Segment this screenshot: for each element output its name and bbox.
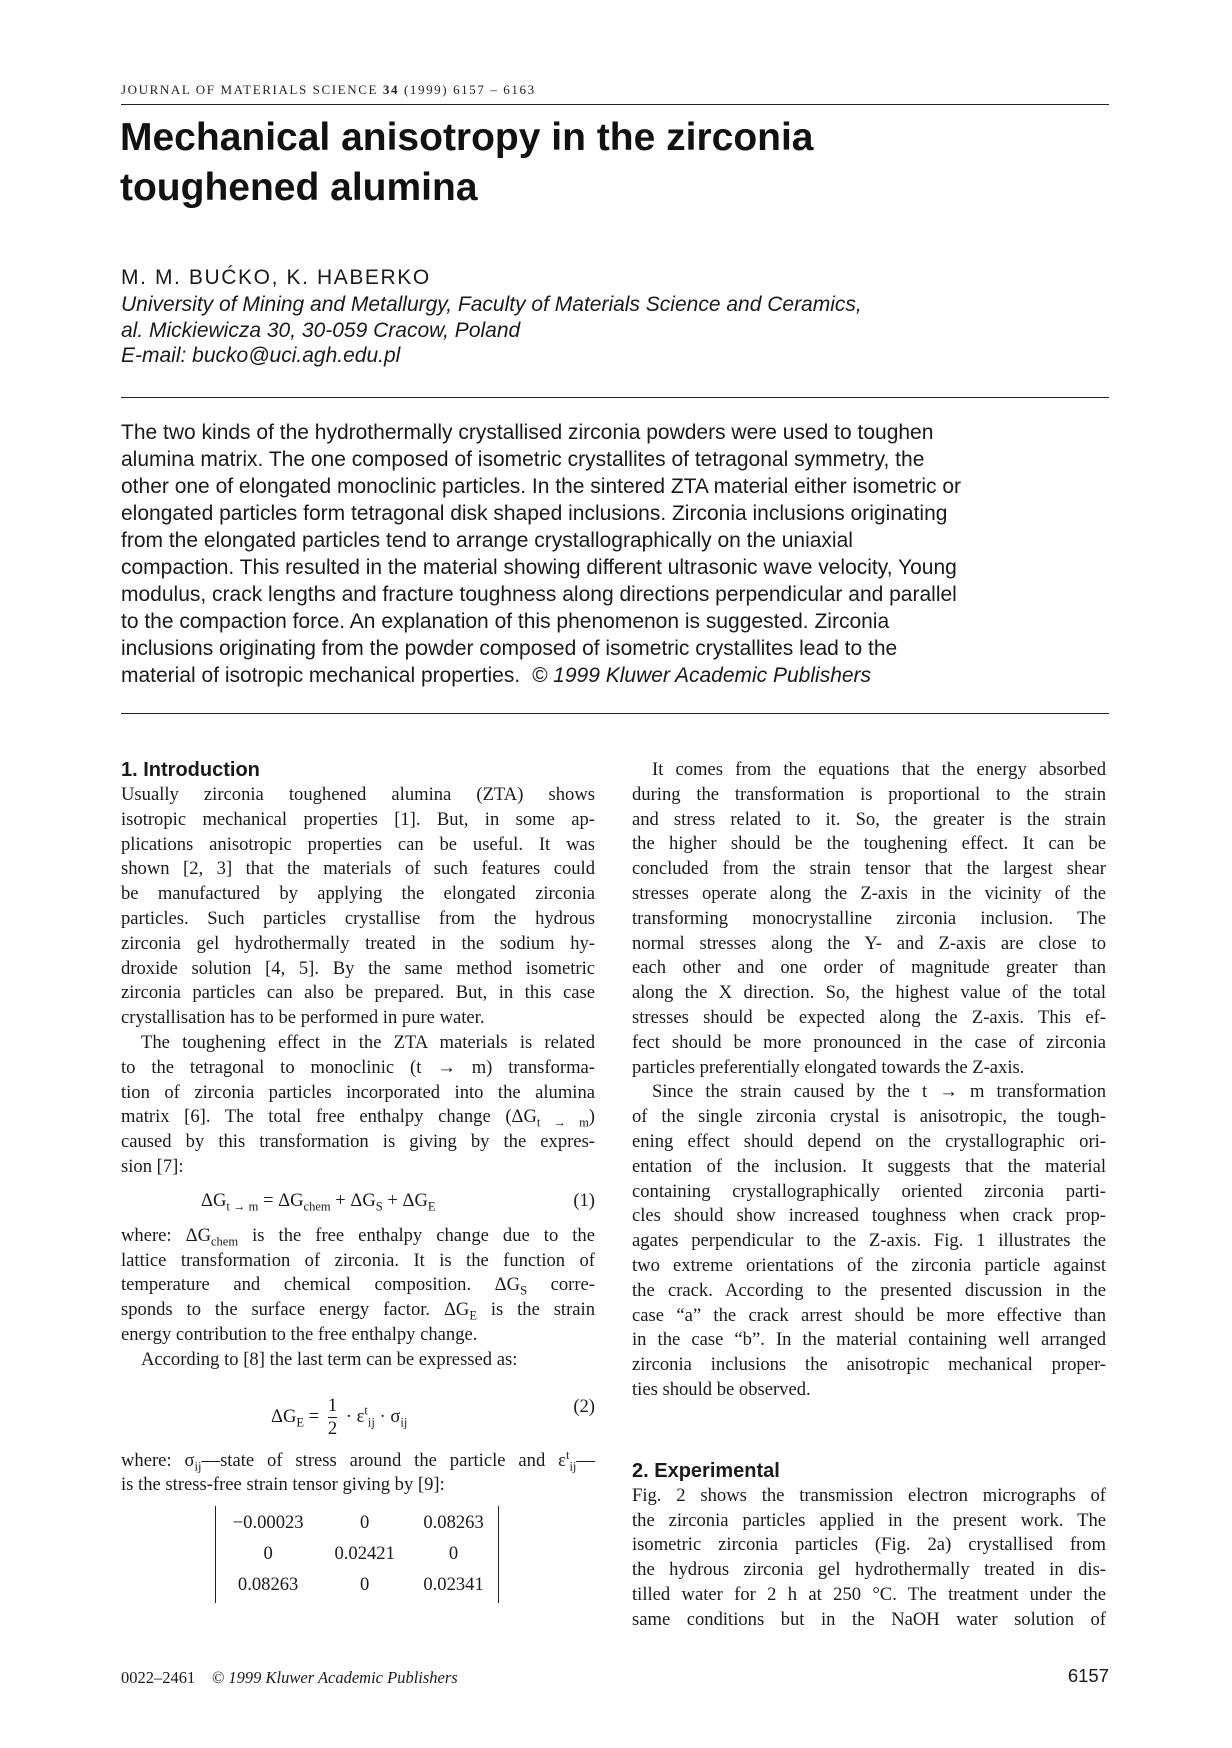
- article-title: [120, 113, 1020, 213]
- text-line: of the single zirconia crystal is anisotropic, the tough-: [632, 1106, 1106, 1128]
- section-heading: 1. Introduction: [121, 759, 260, 781]
- text-line: the hydrous zirconia gel hydrothermally treated in dis-: [632, 1559, 1106, 1581]
- equation-1-body: $\Delta G_{t \to m} = \Delta G_{chem} + \Delta G_S + \Delta G_E$: [201, 1189, 436, 1214]
- abstract-line: from the elongated particles tend to arrange crystallographically on the uniaxial: [121, 529, 853, 552]
- text-line: According to [8] the last term can be expressed as:: [141, 1348, 518, 1370]
- abstract-line: modulus, crack lengths and fracture toughness along directions perpendicular and parallel: [121, 583, 957, 606]
- journal-name: JOURNAL OF MATERIALS SCIENCE: [121, 82, 379, 97]
- text-line: the crack. According to the presented discussion in the: [632, 1279, 1106, 1301]
- text-line: where: $\Delta G_{chem}$ is the free enthalpy change due to the: [121, 1224, 595, 1249]
- right-column: [632, 758, 1106, 1633]
- fraction: $\frac{1}{2}$: [327, 1394, 338, 1439]
- text-line: containing crystallographically oriented zirconia parti-: [632, 1180, 1106, 1202]
- footer-issn-copyright: [121, 1668, 458, 1688]
- abstract-bottom-rule: [121, 713, 1109, 714]
- abstract-last-line: [121, 662, 1111, 689]
- equation-number: (2): [573, 1395, 595, 1417]
- text-line: the zirconia particles applied in the present work. The: [632, 1509, 1106, 1531]
- journal-pages: 6157 – 6163: [453, 82, 536, 97]
- affiliation-email: E-mail: bucko@uci.agh.edu.pl: [121, 344, 401, 367]
- text-line: energy contribution to the free enthalpy change.: [121, 1323, 478, 1345]
- text-line: stresses should be expected along the Z-axis. This ef-: [632, 1006, 1106, 1028]
- text-line: transforming monocrystalline zirconia inclusion. The: [632, 907, 1106, 929]
- text-line: temperature and chemical composition. $\Delta G_S$ corre-: [121, 1274, 596, 1299]
- matrix-cell: −0.00023: [232, 1512, 304, 1534]
- affiliation: [121, 292, 1081, 369]
- text-line-with-subscript: matrix [6]. The total free enthalpy change $(\Delta G_{t \to m})$: [121, 1106, 595, 1131]
- text-line: entation of the inclusion. It suggests that the material: [632, 1155, 1106, 1177]
- text-line: sion [7]:: [121, 1155, 184, 1177]
- text-line: ening effect should depend on the crystallographic ori-: [632, 1130, 1106, 1152]
- text-line: the higher should be the toughening effect. It can be: [632, 833, 1106, 855]
- text-line: caused by this transformation is giving by the expres-: [121, 1131, 595, 1153]
- text-line: crystallisation has to be performed in pure water.: [121, 1007, 485, 1029]
- abstract-line: alumina matrix. The one composed of isometric crystallites of tetragonal symmetry, the: [121, 448, 925, 471]
- abstract-line: The two kinds of the hydrothermally crystallised zirconia powders were used to toughen: [121, 421, 934, 444]
- text-line: tilled water for 2 h at 250 °C. The treatment under the: [632, 1583, 1106, 1605]
- strain-tensor-matrix: [215, 1506, 499, 1603]
- abstract-line: to the compaction force. An explanation of this phenomenon is suggested. Zirconia: [121, 610, 890, 633]
- text-line: along the X direction. So, the highest value of the total: [632, 982, 1106, 1004]
- matrix-cell: 0: [360, 1574, 370, 1596]
- journal-volume: 34: [382, 82, 400, 97]
- text-line: The toughening effect in the ZTA materials is related: [141, 1031, 595, 1053]
- affiliation-line: University of Mining and Metallurgy, Faculty of Materials Science and Ceramics,: [121, 293, 862, 316]
- page-number: 6157: [1067, 1665, 1109, 1686]
- text-line: zirconia particles can also be prepared. But, in this case: [121, 982, 595, 1004]
- affiliation-line: al. Mickiewicza 30, 30-059 Cracow, Poland: [121, 318, 521, 342]
- text-line: and stress related to it. So, the greater is the strain: [632, 808, 1106, 830]
- text-line: particles. Such particles crystallise from the hydrous: [121, 907, 595, 929]
- abstract-line: other one of elongated monoclinic particles. In the sintered ZTA material either isometric or: [121, 475, 962, 498]
- author-list: M. M. BUĆKO, K. HABERKO: [121, 266, 431, 289]
- text-line: agates perpendicular to the Z-axis. Fig. 1 illustrates the: [632, 1230, 1106, 1252]
- matrix-cell: 0: [263, 1543, 273, 1565]
- text-line: same conditions but in the NaOH water solution of: [632, 1608, 1106, 1630]
- text-line: sponds to the surface energy factor. $\Delta G_E$ is the strain: [121, 1299, 595, 1323]
- matrix-cell: 0.02341: [423, 1574, 484, 1596]
- text-line: in the case “b”. In the material containing well arranged: [632, 1329, 1106, 1351]
- text-line: It comes from the equations that the energy absorbed: [652, 759, 1106, 780]
- abstract-line: inclusions originating from the powder composed of isometric crystallites lead to the: [121, 637, 898, 660]
- running-head: [121, 82, 536, 98]
- title-line: toughened alumina: [120, 166, 478, 209]
- abstract-line: compaction. This resulted in the material showing different ultrasonic wave velocity, Young: [121, 556, 957, 579]
- header-rule: [121, 104, 1109, 105]
- equation-1: [121, 1180, 595, 1224]
- text-line: isotropic mechanical properties [1]. But, in some ap-: [121, 808, 595, 830]
- text-line: plications anisotropic properties can be useful. It was: [121, 833, 595, 855]
- matrix-cell: 0: [360, 1512, 370, 1534]
- matrix-cell: 0.08263: [237, 1574, 299, 1596]
- issn: 0022–2461: [121, 1668, 196, 1687]
- text-line: lattice transformation of zirconia. It is the function of: [121, 1249, 595, 1271]
- abstract: [121, 419, 1111, 689]
- text-line: two extreme orientations of the zirconia particle against: [632, 1254, 1106, 1276]
- text-line: Since the strain caused by the t → m transformation: [652, 1081, 1106, 1103]
- text-line: droxide solution [4, 5]. By the same method isometric: [121, 957, 595, 979]
- text-line: isometric zirconia particles (Fig. 2a) crystallised from: [632, 1534, 1106, 1556]
- text-line: zirconia gel hydrothermally treated in the sodium hy-: [121, 932, 595, 954]
- equation-2-body: $\Delta G_E$ = $\frac{1}{2}$ · $\varepsilon^t_{ij} \cdot \sigma_{ij}$: [271, 1394, 408, 1439]
- text-line: ties should be observed.: [632, 1378, 811, 1400]
- text-line: each other and one order of magnitude greater than: [632, 957, 1106, 979]
- matrix-cell: 0.08263: [423, 1512, 484, 1534]
- abstract-top-rule: [121, 397, 1109, 398]
- matrix-cell: 0: [448, 1543, 459, 1565]
- spacer: [632, 1403, 1106, 1459]
- text-line: be manufactured by applying the elongated zirconia: [121, 883, 595, 905]
- left-column: [121, 758, 595, 1603]
- text-line: particles preferentially elongated towards the Z-axis.: [632, 1056, 1025, 1078]
- abstract-line: material of isotropic mechanical properties.: [121, 664, 521, 687]
- text-line: case “a” the crack arrest should be more effective than: [632, 1304, 1106, 1326]
- text-line: tion of zirconia particles incorporated into the alumina: [121, 1081, 595, 1103]
- matrix-cell: 0.02421: [334, 1543, 395, 1565]
- text-line: stresses operate along the Z-axis in the vicinity of the: [632, 882, 1106, 904]
- text-line: shown [2, 3] that the materials of such features could: [121, 858, 595, 880]
- text-line: normal stresses along the Y- and Z-axis are close to: [632, 932, 1106, 954]
- text-line: concluded from the strain tensor that the largest shear: [632, 858, 1106, 880]
- text-line: Usually zirconia toughened alumina (ZTA) shows: [121, 784, 595, 805]
- equation-number: (1): [573, 1189, 595, 1211]
- journal-year: (1999): [403, 82, 449, 97]
- section-heading: 2. Experimental: [632, 1459, 780, 1482]
- text-line: cles should show increased toughness when crack prop-: [632, 1205, 1106, 1227]
- text-line: zirconia inclusions the anisotropic mechanical proper-: [632, 1354, 1106, 1376]
- text-line: where: $\sigma_{ij}—state$ of stress around the particle and $\varepsilon^t_{ij}—$: [121, 1447, 595, 1474]
- text-line: fect should be more pronounced in the case of zirconia: [632, 1031, 1106, 1053]
- abstract-copyright: © 1999 Kluwer Academic Publishers: [531, 664, 872, 687]
- abstract-line: elongated particles form tetragonal disk shaped inclusions. Zirconia inclusions originating: [121, 502, 948, 525]
- footer-copyright: © 1999 Kluwer Academic Publishers: [211, 1668, 458, 1687]
- title-line: Mechanical anisotropy in the zirconia: [120, 116, 814, 159]
- text-line: is the stress-free strain tensor giving by [9]:: [121, 1474, 445, 1496]
- text-line: to the tetragonal to monoclinic (t → m) transforma-: [121, 1056, 595, 1078]
- text-line: during the transformation is proportional to the strain: [632, 783, 1106, 805]
- equation-2: [121, 1373, 595, 1449]
- text-line: Fig. 2 shows the transmission electron micrographs of: [632, 1484, 1106, 1506]
